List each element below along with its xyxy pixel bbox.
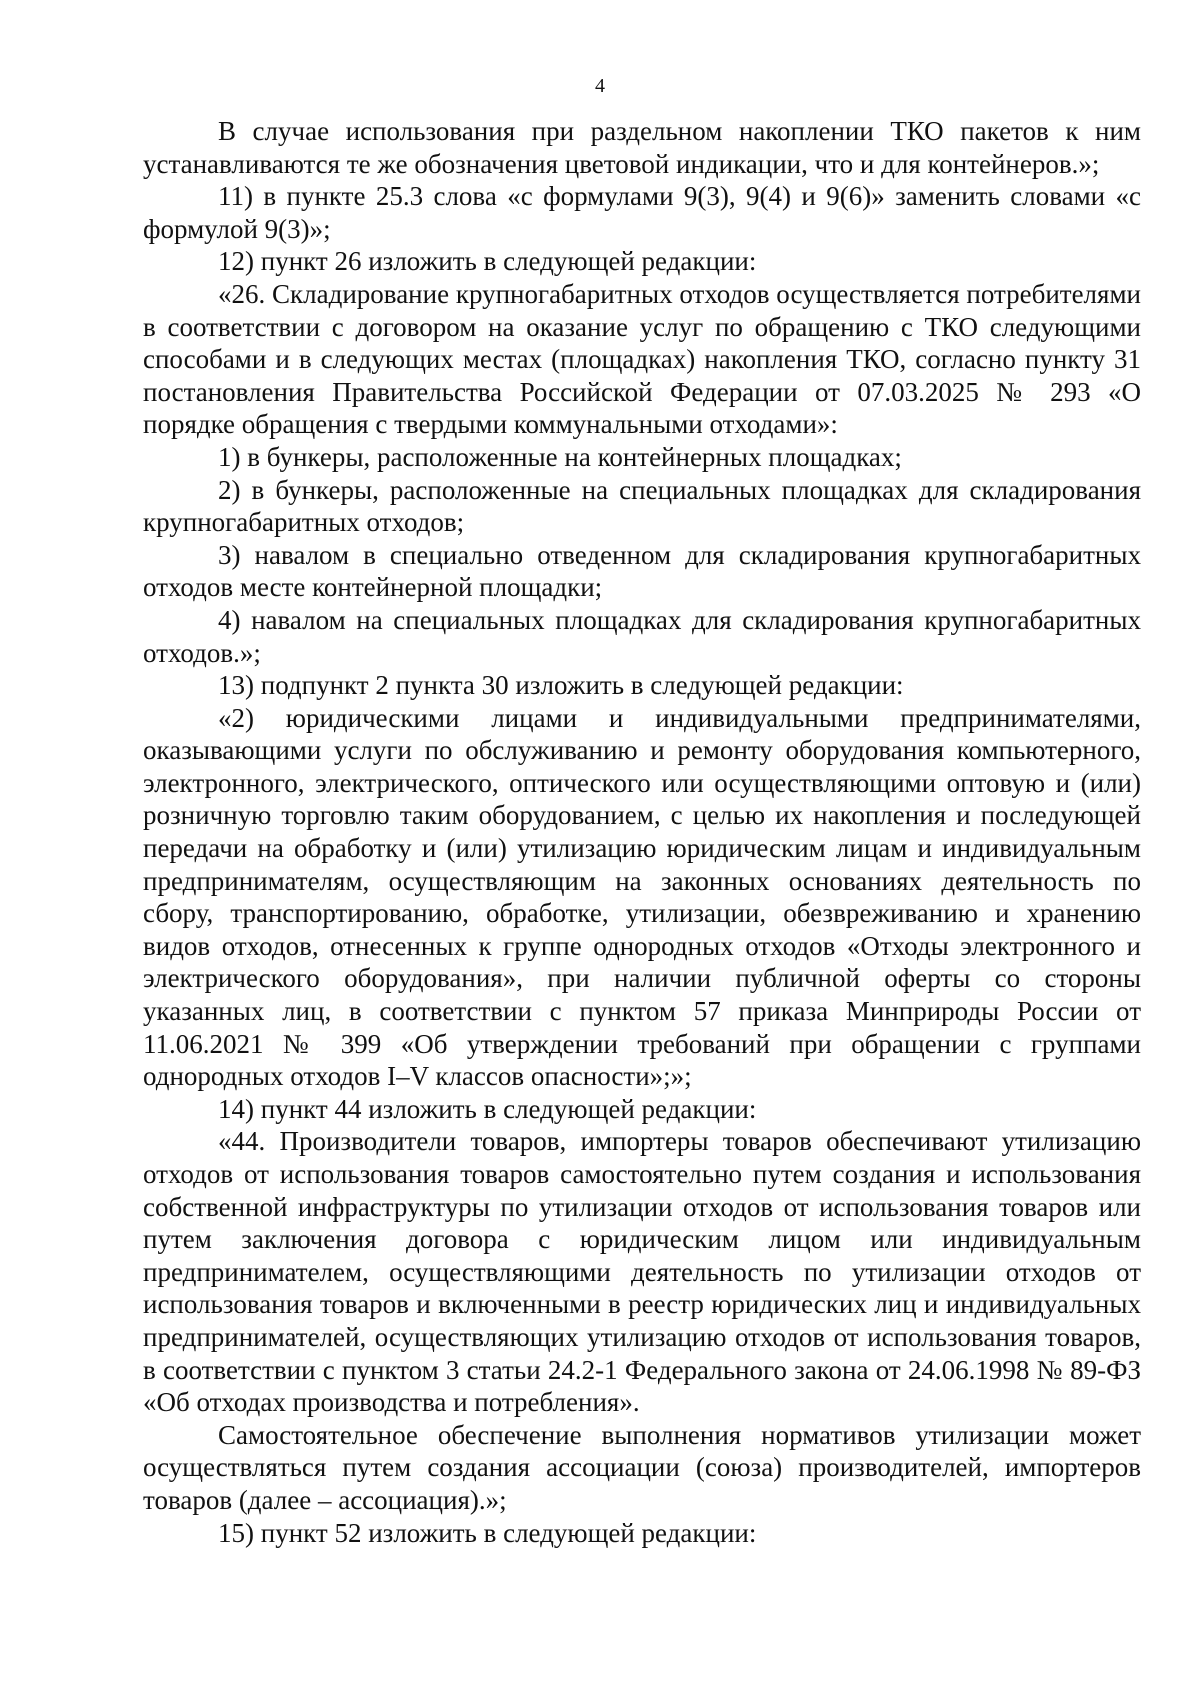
paragraph: 4) навалом на специальных площадках для складирования крупногабаритных отходов.»; (143, 604, 1141, 668)
paragraph: 14) пункт 44 изложить в следующей редакции: (218, 1093, 757, 1124)
page-number: 4 (595, 75, 605, 97)
paragraph: 11) в пункте 25.3 слова «с формулами 9(3), 9(4) и 9(6)» заменить словами «с формулой 9(3)»; (143, 181, 1141, 244)
paragraph: 3) навалом в специально отведенном для складирования крупногабаритных отходов месте контейнерной площадки; (143, 539, 1141, 603)
paragraph: «44. Производители товаров, импортеры товаров обеспечивают утилизацию отходов от использования товаров самостоятельно путем создания и использования собственной инфраструктуры по утилизации отходов от использования товаров или путем заключения договора с юридическим лицом или индивидуальным предпринимателем, осуществляющими деятельность по утилизации отходов от использования товаров и включенными в реестр юридических лиц и индивидуальных предпринимателей, осуществляющих утилизацию отходов от использования товаров, в соответствии с пунктом 3 статьи 24.2-1 Федерального закона от 24.06.1998 № 89-ФЗ «Об отходах производства и потребления». (143, 1126, 1141, 1418)
paragraph: 12) пункт 26 изложить в следующей редакции: (218, 246, 757, 277)
paragraph: В случае использования при раздельном накоплении ТКО пакетов к ним устанавливаются те же обозначения цветовой индикации, что и для контейнеров.»; (143, 116, 1141, 179)
paragraph: 13) подпункт 2 пункта 30 изложить в следующей редакции: (218, 670, 904, 701)
paragraph: «26. Складирование крупногабаритных отходов осуществляется потребителями в соответствии с договором на оказание услуг по обращению с ТКО следующими способами и в следующих местах (площадках) накопления ТКО, согласно пункту 31 постановления Правительства Российской Федерации от 07.03.2025 № 293 «О порядке обращения с твердыми коммунальными отходами»: (143, 278, 1141, 440)
paragraph: 15) пункт 52 изложить в следующей редакции: (218, 1517, 757, 1548)
paragraph: Самостоятельное обеспечение выполнения нормативов утилизации может осуществляться путем создания ассоциации (союза) производителей, импортеров товаров (далее – ассоциация).»; (143, 1419, 1141, 1515)
paragraph: 2) в бункеры, расположенные на специальных площадках для складирования крупногабаритных отходов; (143, 474, 1141, 538)
paragraph: 1) в бункеры, расположенные на контейнерных площадках; (218, 441, 902, 472)
paragraph: «2) юридическими лицами и индивидуальными предпринимателями, оказывающими услуги по обслуживанию и ремонту оборудования компьютерного, электронного, электрического, оптического или осуществляющими оптовую и (или) розничную торговлю таким оборудованием, с целью их накопления и последующей передачи на обработку и (или) утилизацию юридическим лицам и индивидуальным предпринимателям, осуществляющим на законных основаниях деятельность по сбору, транспортированию, обработке, утилизации, обезвреживанию и хранению видов отходов, отнесенных к группе однородных отходов «Отходы электронного и электрического оборудования», при наличии публичной оферты со стороны указанных лиц, в соответствии с пунктом 57 приказа Минприроды России от 11.06.2021 № 399 «Об утверждении требований при обращении с группами однородных отходов I–V классов опасности»;»; (143, 702, 1141, 1092)
document-body (143, 115, 1141, 1549)
